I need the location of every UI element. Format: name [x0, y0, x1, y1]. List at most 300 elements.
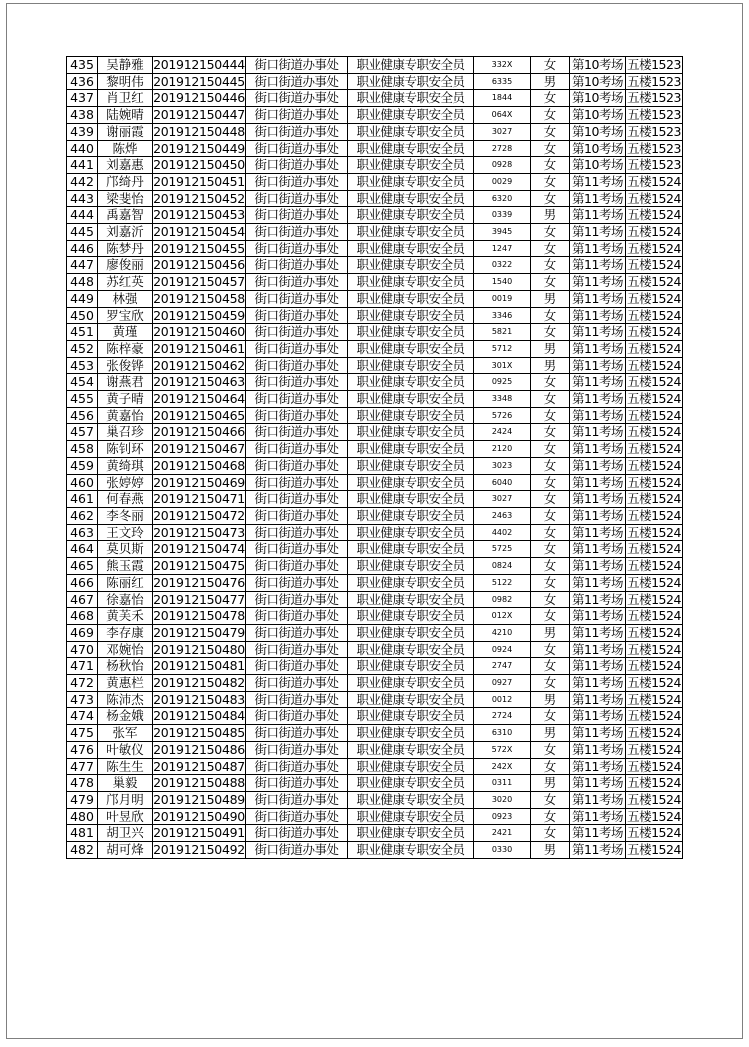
position-cell: 职业健康专职安全员 [348, 173, 474, 190]
exam-room-cell: 第11考场 [570, 741, 626, 758]
exam-room-cell: 第11考场 [570, 441, 626, 458]
table-row [67, 57, 683, 74]
ticket-number-cell: 201912150476 [153, 574, 245, 590]
location-cell: 五楼1524 [627, 758, 681, 774]
table-row [67, 107, 683, 124]
seq-cell: 440 [67, 140, 98, 157]
exam-room-cell: 第11考场 [570, 825, 626, 842]
department-cell: 街口街道办事处 [246, 608, 348, 625]
seq-cell: 480 [67, 808, 98, 825]
name-cell: 邝月明 [98, 791, 153, 808]
location-cell: 五楼1523 [627, 73, 681, 89]
table-row [67, 741, 683, 758]
table-row [67, 591, 683, 608]
ticket-number-cell: 201912150465 [153, 407, 245, 423]
seq-cell: 446 [67, 240, 98, 257]
location-cell: 五楼1524 [627, 558, 681, 574]
name-cell: 吴静雅 [98, 57, 153, 74]
gender-cell: 男 [531, 624, 570, 641]
position-cell: 职业健康专职安全员 [348, 290, 474, 307]
department-cell: 街口街道办事处 [246, 641, 348, 658]
gender-cell: 男 [531, 290, 570, 307]
name-cell: 徐嘉怡 [98, 591, 153, 608]
id-suffix-cell: 2728 [474, 140, 531, 157]
location-cell: 五楼1524 [627, 574, 681, 590]
seq-cell: 456 [67, 407, 98, 424]
id-suffix-cell: 0311 [474, 775, 531, 792]
name-cell: 陈丽红 [98, 574, 153, 591]
table-row [67, 224, 683, 241]
location-cell: 五楼1524 [627, 340, 681, 356]
id-suffix-cell: 301X [474, 357, 531, 374]
id-suffix-cell: 2120 [474, 441, 531, 458]
department-cell: 街口街道办事处 [246, 658, 348, 675]
table-row [67, 290, 683, 307]
position-cell: 职业健康专职安全员 [348, 224, 474, 241]
ticket-number-cell: 201912150450 [153, 157, 245, 173]
table-row [67, 324, 683, 341]
ticket-number-cell: 201912150481 [153, 658, 245, 674]
table-row [67, 574, 683, 591]
location-cell: 五楼1524 [627, 357, 681, 373]
table-row [67, 457, 683, 474]
table-row [67, 725, 683, 742]
department-cell: 街口街道办事处 [246, 190, 348, 207]
location-cell: 五楼1524 [627, 224, 681, 240]
name-cell: 谢燕君 [98, 374, 153, 391]
id-suffix-cell: 5712 [474, 340, 531, 357]
exam-room-cell: 第11考场 [570, 257, 626, 274]
seq-cell: 478 [67, 775, 98, 792]
gender-cell: 女 [531, 791, 570, 808]
exam-room-cell: 第11考场 [570, 691, 626, 708]
position-cell: 职业健康专职安全员 [348, 157, 474, 174]
department-cell: 街口街道办事处 [246, 842, 348, 859]
gender-cell: 男 [531, 842, 570, 859]
exam-room-cell: 第11考场 [570, 173, 626, 190]
exam-room-cell: 第10考场 [570, 57, 626, 74]
location-cell: 五楼1524 [627, 307, 681, 323]
department-cell: 街口街道办事处 [246, 391, 348, 408]
exam-room-cell: 第11考场 [570, 224, 626, 241]
position-cell: 职业健康专职安全员 [348, 624, 474, 641]
position-cell: 职业健康专职安全员 [348, 391, 474, 408]
gender-cell: 男 [531, 340, 570, 357]
gender-cell: 男 [531, 73, 570, 90]
ticket-number-cell: 201912150482 [153, 675, 245, 691]
table-row [67, 491, 683, 508]
seq-cell: 447 [67, 257, 98, 274]
seq-cell: 461 [67, 491, 98, 508]
table-row [67, 641, 683, 658]
id-suffix-cell: 3027 [474, 491, 531, 508]
location-cell: 五楼1524 [627, 324, 681, 340]
exam-room-cell: 第11考场 [570, 541, 626, 558]
exam-room-cell: 第11考场 [570, 391, 626, 408]
exam-room-cell: 第11考场 [570, 775, 626, 792]
gender-cell: 女 [531, 808, 570, 825]
position-cell: 职业健康专职安全员 [348, 658, 474, 675]
table-row [67, 274, 683, 291]
ticket-number-cell: 201912150489 [153, 791, 245, 807]
exam-room-cell: 第11考场 [570, 491, 626, 508]
seq-cell: 476 [67, 741, 98, 758]
seq-cell: 467 [67, 591, 98, 608]
position-cell: 职业健康专职安全员 [348, 340, 474, 357]
id-suffix-cell: 0824 [474, 558, 531, 575]
position-cell: 职业健康专职安全员 [348, 207, 474, 224]
ticket-number-cell: 201912150477 [153, 591, 245, 607]
department-cell: 街口街道办事处 [246, 591, 348, 608]
department-cell: 街口街道办事处 [246, 274, 348, 291]
gender-cell: 女 [531, 374, 570, 391]
gender-cell: 男 [531, 691, 570, 708]
name-cell: 杨秋怡 [98, 658, 153, 675]
gender-cell: 女 [531, 457, 570, 474]
name-cell: 陈烨 [98, 140, 153, 157]
gender-cell: 男 [531, 725, 570, 742]
id-suffix-cell: 332X [474, 57, 531, 74]
gender-cell: 女 [531, 825, 570, 842]
table-row [67, 257, 683, 274]
name-cell: 黄子晴 [98, 391, 153, 408]
name-cell: 廖俊丽 [98, 257, 153, 274]
seq-cell: 439 [67, 123, 98, 140]
position-cell: 职业健康专职安全员 [348, 641, 474, 658]
location-cell: 五楼1523 [627, 140, 681, 156]
department-cell: 街口街道办事处 [246, 340, 348, 357]
table-row [67, 608, 683, 625]
ticket-number-cell: 201912150490 [153, 808, 245, 824]
gender-cell: 女 [531, 190, 570, 207]
exam-room-cell: 第11考场 [570, 708, 626, 725]
seq-cell: 450 [67, 307, 98, 324]
seq-cell: 436 [67, 73, 98, 90]
ticket-number-cell: 201912150454 [153, 224, 245, 240]
location-cell: 五楼1524 [627, 457, 681, 473]
gender-cell: 女 [531, 407, 570, 424]
position-cell: 职业健康专职安全员 [348, 441, 474, 458]
table-body [67, 57, 683, 859]
name-cell: 罗宝欣 [98, 307, 153, 324]
department-cell: 街口街道办事处 [246, 374, 348, 391]
gender-cell: 女 [531, 658, 570, 675]
exam-room-cell: 第11考场 [570, 307, 626, 324]
name-cell: 肖卫红 [98, 90, 153, 107]
name-cell: 邝绮丹 [98, 173, 153, 190]
gender-cell: 女 [531, 240, 570, 257]
id-suffix-cell: 3027 [474, 123, 531, 140]
location-cell: 五楼1524 [627, 641, 681, 657]
id-suffix-cell: 4210 [474, 624, 531, 641]
name-cell: 陈生生 [98, 758, 153, 775]
candidate-table [66, 56, 683, 859]
location-cell: 五楼1524 [627, 624, 681, 640]
location-cell: 五楼1524 [627, 808, 681, 824]
seq-cell: 472 [67, 675, 98, 692]
exam-room-cell: 第10考场 [570, 157, 626, 174]
ticket-number-cell: 201912150491 [153, 825, 245, 841]
position-cell: 职业健康专职安全员 [348, 474, 474, 491]
seq-cell: 471 [67, 658, 98, 675]
position-cell: 职业健康专职安全员 [348, 758, 474, 775]
location-cell: 五楼1524 [627, 675, 681, 691]
seq-cell: 473 [67, 691, 98, 708]
position-cell: 职业健康专职安全员 [348, 524, 474, 541]
name-cell: 黎明伟 [98, 73, 153, 90]
department-cell: 街口街道办事处 [246, 725, 348, 742]
table-row [67, 808, 683, 825]
name-cell: 黄瑾 [98, 324, 153, 341]
seq-cell: 465 [67, 558, 98, 575]
ticket-number-cell: 201912150486 [153, 741, 245, 757]
exam-room-cell: 第11考场 [570, 725, 626, 742]
name-cell: 刘嘉沂 [98, 224, 153, 241]
name-cell: 林强 [98, 290, 153, 307]
location-cell: 五楼1524 [627, 691, 681, 707]
name-cell: 张俊铧 [98, 357, 153, 374]
position-cell: 职业健康专职安全员 [348, 507, 474, 524]
location-cell: 五楼1524 [627, 190, 681, 206]
id-suffix-cell: 6310 [474, 725, 531, 742]
name-cell: 陈梦丹 [98, 240, 153, 257]
table-row [67, 691, 683, 708]
department-cell: 街口街道办事处 [246, 491, 348, 508]
seq-cell: 482 [67, 842, 98, 859]
id-suffix-cell: 0012 [474, 691, 531, 708]
position-cell: 职业健康专职安全员 [348, 357, 474, 374]
location-cell: 五楼1524 [627, 290, 681, 306]
location-cell: 五楼1523 [627, 107, 681, 123]
ticket-number-cell: 201912150487 [153, 758, 245, 774]
position-cell: 职业健康专职安全员 [348, 558, 474, 575]
ticket-number-cell: 201912150462 [153, 357, 245, 373]
location-cell: 五楼1524 [627, 825, 681, 841]
position-cell: 职业健康专职安全员 [348, 574, 474, 591]
seq-cell: 449 [67, 290, 98, 307]
table-row [67, 391, 683, 408]
id-suffix-cell: 0982 [474, 591, 531, 608]
name-cell: 禹嘉智 [98, 207, 153, 224]
exam-room-cell: 第10考场 [570, 73, 626, 90]
exam-room-cell: 第11考场 [570, 591, 626, 608]
location-cell: 五楼1524 [627, 240, 681, 256]
position-cell: 职业健康专职安全员 [348, 691, 474, 708]
gender-cell: 男 [531, 207, 570, 224]
department-cell: 街口街道办事处 [246, 825, 348, 842]
exam-room-cell: 第10考场 [570, 123, 626, 140]
seq-cell: 468 [67, 608, 98, 625]
id-suffix-cell: 012X [474, 608, 531, 625]
department-cell: 街口街道办事处 [246, 73, 348, 90]
id-suffix-cell: 2424 [474, 424, 531, 441]
gender-cell: 女 [531, 558, 570, 575]
department-cell: 街口街道办事处 [246, 57, 348, 74]
name-cell: 张婷婷 [98, 474, 153, 491]
location-cell: 五楼1524 [627, 507, 681, 523]
name-cell: 陈沛杰 [98, 691, 153, 708]
gender-cell: 女 [531, 758, 570, 775]
ticket-number-cell: 201912150466 [153, 424, 245, 440]
department-cell: 街口街道办事处 [246, 257, 348, 274]
exam-room-cell: 第11考场 [570, 357, 626, 374]
position-cell: 职业健康专职安全员 [348, 608, 474, 625]
position-cell: 职业健康专职安全员 [348, 775, 474, 792]
ticket-number-cell: 201912150463 [153, 374, 245, 390]
department-cell: 街口街道办事处 [246, 424, 348, 441]
seq-cell: 444 [67, 207, 98, 224]
gender-cell: 女 [531, 591, 570, 608]
seq-cell: 435 [67, 57, 98, 74]
name-cell: 梁斐怡 [98, 190, 153, 207]
gender-cell: 女 [531, 140, 570, 157]
exam-room-cell: 第11考场 [570, 340, 626, 357]
exam-room-cell: 第11考场 [570, 558, 626, 575]
position-cell: 职业健康专职安全员 [348, 808, 474, 825]
table-row [67, 307, 683, 324]
department-cell: 街口街道办事处 [246, 758, 348, 775]
ticket-number-cell: 201912150475 [153, 558, 245, 574]
id-suffix-cell: 2463 [474, 507, 531, 524]
seq-cell: 457 [67, 424, 98, 441]
id-suffix-cell: 6040 [474, 474, 531, 491]
gender-cell: 女 [531, 441, 570, 458]
ticket-number-cell: 201912150480 [153, 641, 245, 657]
name-cell: 陈梓豪 [98, 340, 153, 357]
name-cell: 陈钊环 [98, 441, 153, 458]
id-suffix-cell: 0322 [474, 257, 531, 274]
exam-room-cell: 第11考场 [570, 624, 626, 641]
position-cell: 职业健康专职安全员 [348, 541, 474, 558]
ticket-number-cell: 201912150471 [153, 491, 245, 507]
exam-room-cell: 第11考场 [570, 424, 626, 441]
exam-room-cell: 第10考场 [570, 140, 626, 157]
department-cell: 街口街道办事处 [246, 624, 348, 641]
position-cell: 职业健康专职安全员 [348, 424, 474, 441]
ticket-number-cell: 201912150453 [153, 207, 245, 223]
id-suffix-cell: 3945 [474, 224, 531, 241]
id-suffix-cell: 0923 [474, 808, 531, 825]
department-cell: 街口街道办事处 [246, 708, 348, 725]
id-suffix-cell: 3023 [474, 457, 531, 474]
department-cell: 街口街道办事处 [246, 808, 348, 825]
id-suffix-cell: 1844 [474, 90, 531, 107]
gender-cell: 男 [531, 357, 570, 374]
department-cell: 街口街道办事处 [246, 524, 348, 541]
ticket-number-cell: 201912150448 [153, 123, 245, 139]
seq-cell: 442 [67, 173, 98, 190]
location-cell: 五楼1524 [627, 374, 681, 390]
seq-cell: 441 [67, 157, 98, 174]
position-cell: 职业健康专职安全员 [348, 107, 474, 124]
location-cell: 五楼1524 [627, 608, 681, 624]
gender-cell: 女 [531, 324, 570, 341]
department-cell: 街口街道办事处 [246, 507, 348, 524]
id-suffix-cell: 0339 [474, 207, 531, 224]
ticket-number-cell: 201912150467 [153, 441, 245, 457]
ticket-number-cell: 201912150469 [153, 474, 245, 490]
exam-room-cell: 第11考场 [570, 608, 626, 625]
ticket-number-cell: 201912150445 [153, 73, 245, 89]
position-cell: 职业健康专职安全员 [348, 457, 474, 474]
id-suffix-cell: 2747 [474, 658, 531, 675]
id-suffix-cell: 5821 [474, 324, 531, 341]
ticket-number-cell: 201912150460 [153, 324, 245, 340]
exam-room-cell: 第11考场 [570, 641, 626, 658]
name-cell: 黄芙禾 [98, 608, 153, 625]
location-cell: 五楼1524 [627, 257, 681, 273]
table-row [67, 507, 683, 524]
location-cell: 五楼1524 [627, 741, 681, 757]
position-cell: 职业健康专职安全员 [348, 491, 474, 508]
seq-cell: 448 [67, 274, 98, 291]
location-cell: 五楼1523 [627, 157, 681, 173]
table-row [67, 424, 683, 441]
exam-room-cell: 第11考场 [570, 324, 626, 341]
department-cell: 街口街道办事处 [246, 457, 348, 474]
gender-cell: 女 [531, 708, 570, 725]
department-cell: 街口街道办事处 [246, 123, 348, 140]
id-suffix-cell: 0029 [474, 173, 531, 190]
seq-cell: 451 [67, 324, 98, 341]
exam-room-cell: 第11考场 [570, 407, 626, 424]
ticket-number-cell: 201912150474 [153, 541, 245, 557]
id-suffix-cell: 2421 [474, 825, 531, 842]
department-cell: 街口街道办事处 [246, 558, 348, 575]
gender-cell: 男 [531, 775, 570, 792]
position-cell: 职业健康专职安全员 [348, 825, 474, 842]
seq-cell: 454 [67, 374, 98, 391]
ticket-number-cell: 201912150488 [153, 775, 245, 791]
position-cell: 职业健康专职安全员 [348, 140, 474, 157]
department-cell: 街口街道办事处 [246, 675, 348, 692]
location-cell: 五楼1524 [627, 708, 681, 724]
name-cell: 黄绮琪 [98, 457, 153, 474]
seq-cell: 443 [67, 190, 98, 207]
id-suffix-cell: 572X [474, 741, 531, 758]
exam-room-cell: 第11考场 [570, 190, 626, 207]
position-cell: 职业健康专职安全员 [348, 842, 474, 859]
name-cell: 邓婉怡 [98, 641, 153, 658]
table-row [67, 675, 683, 692]
department-cell: 街口街道办事处 [246, 541, 348, 558]
department-cell: 街口街道办事处 [246, 290, 348, 307]
department-cell: 街口街道办事处 [246, 574, 348, 591]
exam-room-cell: 第11考场 [570, 574, 626, 591]
location-cell: 五楼1524 [627, 524, 681, 540]
table-row [67, 340, 683, 357]
name-cell: 陆婉晴 [98, 107, 153, 124]
position-cell: 职业健康专职安全员 [348, 791, 474, 808]
ticket-number-cell: 201912150472 [153, 507, 245, 523]
table-row [67, 140, 683, 157]
name-cell: 巢召珍 [98, 424, 153, 441]
table-row [67, 90, 683, 107]
ticket-number-cell: 201912150446 [153, 90, 245, 106]
gender-cell: 女 [531, 274, 570, 291]
location-cell: 五楼1524 [627, 207, 681, 223]
table-row [67, 708, 683, 725]
name-cell: 何春燕 [98, 491, 153, 508]
ticket-number-cell: 201912150479 [153, 624, 245, 640]
department-cell: 街口街道办事处 [246, 691, 348, 708]
department-cell: 街口街道办事处 [246, 407, 348, 424]
seq-cell: 445 [67, 224, 98, 241]
gender-cell: 女 [531, 424, 570, 441]
department-cell: 街口街道办事处 [246, 107, 348, 124]
ticket-number-cell: 201912150449 [153, 140, 245, 156]
gender-cell: 女 [531, 474, 570, 491]
